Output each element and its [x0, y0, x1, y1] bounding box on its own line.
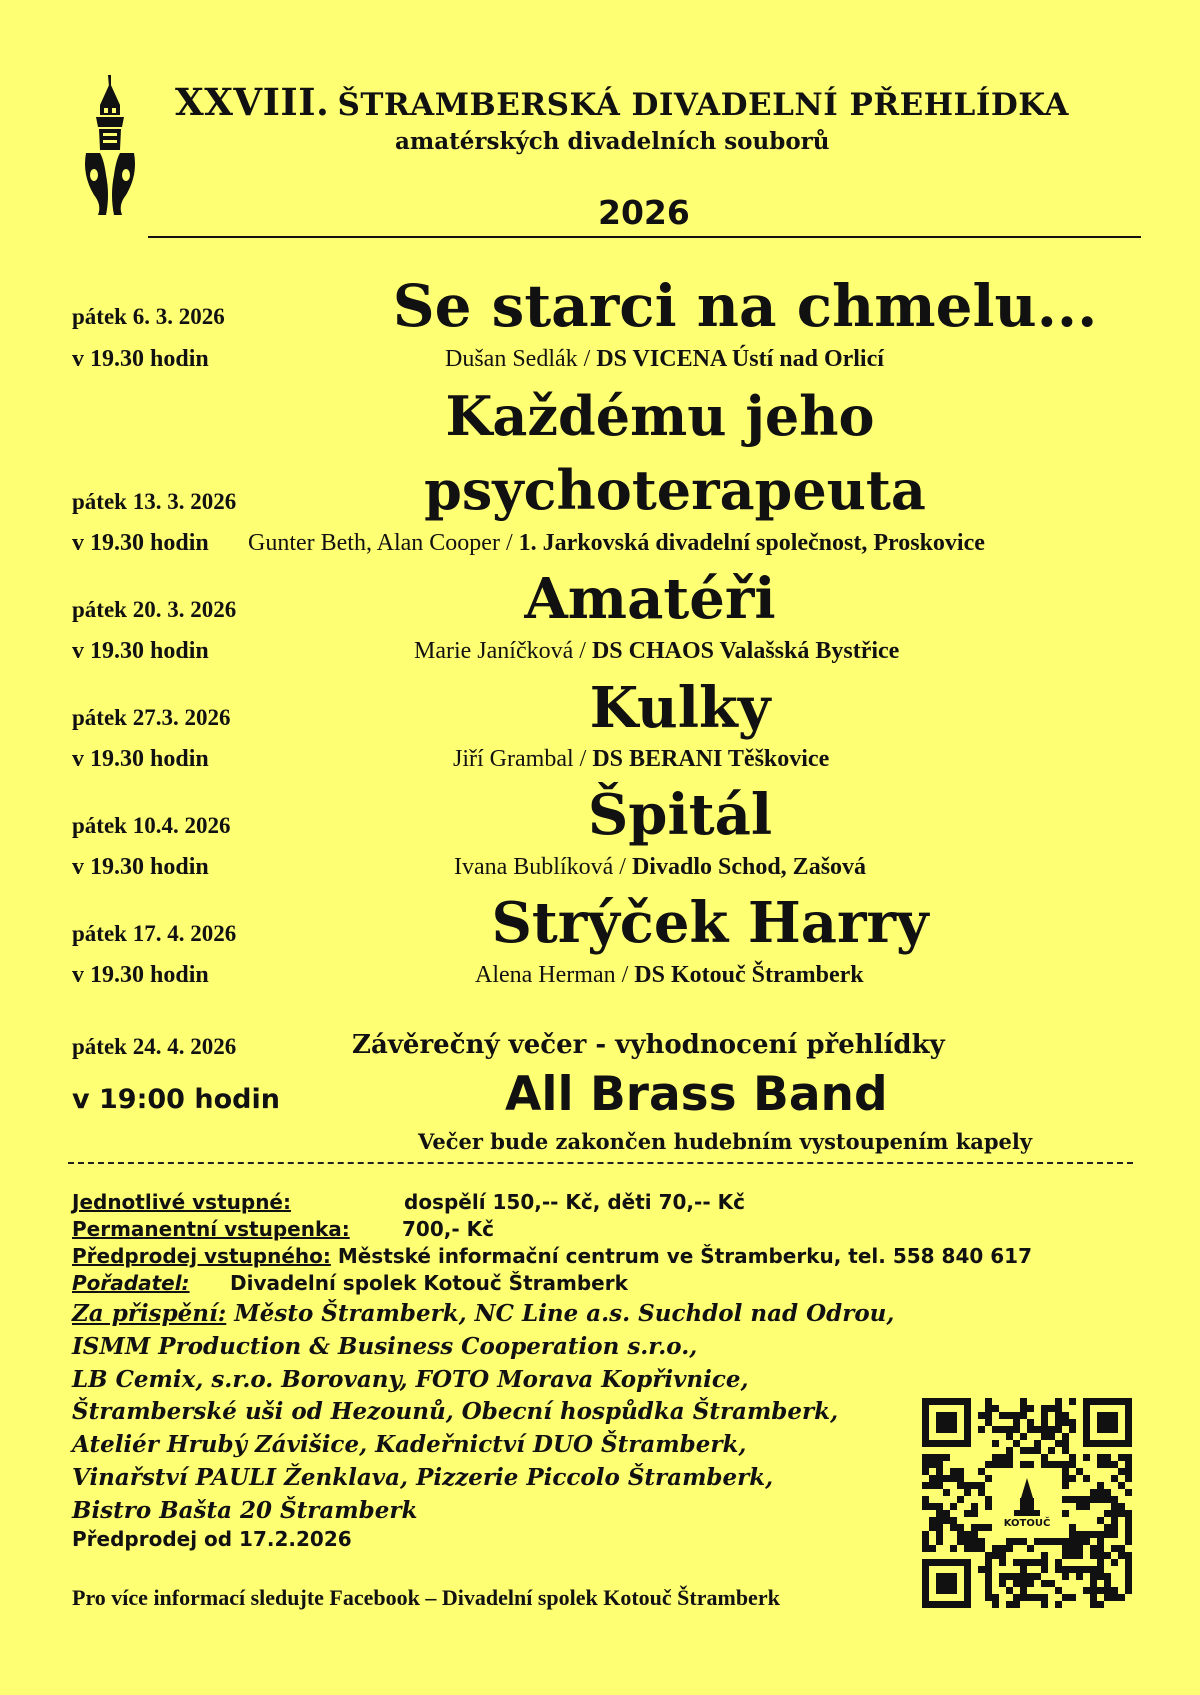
event-time: v 19.30 hodin — [72, 530, 209, 556]
play-author: Dušan Sedlák / — [445, 346, 591, 372]
qr-logo-label: KOTOUČ — [1003, 1518, 1051, 1529]
festival-year: 2026 — [598, 193, 690, 232]
play-title: Amatéři — [524, 566, 776, 632]
play-title: Každému jeho — [445, 384, 875, 448]
edition-number: XXVIII. — [175, 80, 330, 124]
play-credit — [454, 854, 866, 881]
event-time: v 19.30 hodin — [72, 854, 209, 880]
tower-mask-logo-icon — [80, 75, 140, 220]
play-troupe: 1. Jarkovská divadelní společnost, Proskovice — [518, 530, 985, 556]
event-date: pátek 10.4. 2026 — [72, 813, 231, 838]
presale-label: Předprodej vstupného: — [72, 1244, 331, 1268]
play-troupe: DS Kotouč Štramberk — [634, 962, 864, 988]
event-time: v 19.30 hodin — [72, 638, 209, 664]
play-author: Alena Herman / — [475, 962, 629, 988]
band-name: All Brass Band — [505, 1067, 888, 1122]
single-ticket-info — [72, 1190, 745, 1214]
organizer-label: Pořadatel: — [72, 1271, 190, 1295]
sponsors-line: Štramberské uši od Hezounů, Obecní hospůdka Štramberk, — [72, 1398, 839, 1425]
festival-subtitle: amatérských divadelních souborů — [395, 128, 830, 155]
play-title: Strýček Harry — [491, 890, 929, 956]
play-troupe: DS VICENA Ústí nad Orlicí — [596, 346, 884, 372]
event-time: v 19.30 hodin — [72, 346, 209, 372]
sponsors-line: LB Cemix, s.r.o. Borovany, FOTO Morava Kopřivnice, — [72, 1366, 749, 1393]
play-troupe: DS BERANI Těškovice — [592, 746, 830, 772]
sponsors-line — [72, 1300, 894, 1327]
festival-title — [175, 80, 1069, 124]
play-title: psychoterapeuta — [424, 458, 926, 522]
play-author: Gunter Beth, Alan Cooper / — [248, 530, 513, 556]
play-troupe: Divadlo Schod, Zašová — [631, 854, 867, 880]
play-credit — [453, 746, 829, 773]
play-author: Jiří Grambal / — [453, 746, 587, 772]
permanent-ticket-price: 700,- Kč — [402, 1217, 494, 1241]
facebook-note: Pro více informací sledujte Facebook – Divadelní spolek Kotouč Štramberk — [72, 1585, 780, 1610]
play-credit — [248, 530, 985, 557]
presale-place: Městské informační centrum ve Štramberku, tel. 558 840 617 — [330, 1244, 1033, 1268]
sponsors-line: ISMM Production & Business Cooperation s.r.o., — [72, 1333, 698, 1360]
finale-date: pátek 24. 4. 2026 — [72, 1034, 237, 1059]
sponsors-line: Vinařství PAULI Ženklava, Pizzerie Piccolo Štramberk, — [72, 1464, 774, 1491]
organizer-name: Divadelní spolek Kotouč Štramberk — [230, 1271, 628, 1295]
festival-name: ŠTRAMBERSKÁ DIVADELNÍ PŘEHLÍDKA — [337, 87, 1069, 123]
play-credit — [475, 962, 864, 989]
finale-time: v 19:00 hodin — [72, 1084, 280, 1115]
organizer-info — [72, 1271, 628, 1295]
qr-code-icon[interactable] — [922, 1398, 1132, 1608]
event-date: pátek 20. 3. 2026 — [72, 597, 237, 622]
event-date: pátek 6. 3. 2026 — [72, 304, 225, 329]
event-date: pátek 17. 4. 2026 — [72, 921, 237, 946]
permanent-ticket-label: Permanentní vstupenka: — [72, 1217, 350, 1241]
sponsors-text: Město Štramberk, NC Line a.s. Suchdol nad Odrou, — [226, 1300, 895, 1327]
single-ticket-price: dospělí 150,-- Kč, děti 70,-- Kč — [404, 1190, 745, 1214]
single-ticket-label: Jednotlivé vstupné: — [72, 1190, 291, 1214]
header-divider — [148, 236, 1141, 238]
presale-start: Předprodej od 17.2.2026 — [72, 1527, 352, 1551]
play-title: Špitál — [587, 782, 773, 848]
finale-heading: Závěrečný večer - vyhodnocení přehlídky — [352, 1030, 945, 1060]
event-date: pátek 27.3. 2026 — [72, 705, 231, 730]
play-title: Kulky — [589, 675, 771, 741]
permanent-ticket-info — [72, 1217, 494, 1241]
dashed-divider — [68, 1162, 1133, 1164]
play-author: Ivana Bublíková / — [454, 854, 626, 880]
play-author: Marie Janíčková / — [414, 638, 586, 664]
play-credit — [445, 346, 884, 373]
presale-info — [72, 1244, 1032, 1268]
play-credit — [414, 638, 899, 665]
event-date: pátek 13. 3. 2026 — [72, 489, 237, 514]
sponsors-line: Ateliér Hrubý Závišice, Kadeřnictví DUO Štramberk, — [72, 1431, 747, 1458]
event-time: v 19.30 hodin — [72, 746, 209, 772]
event-time: v 19.30 hodin — [72, 962, 209, 988]
sponsors-label: Za přispění: — [72, 1300, 227, 1327]
play-title: Se starci na chmelu... — [392, 272, 1098, 340]
play-troupe: DS CHAOS Valašská Bystřice — [591, 638, 900, 664]
finale-note: Večer bude zakončen hudebním vystoupením kapely — [418, 1129, 1033, 1154]
sponsors-line: Bistro Bašta 20 Štramberk — [72, 1497, 418, 1524]
